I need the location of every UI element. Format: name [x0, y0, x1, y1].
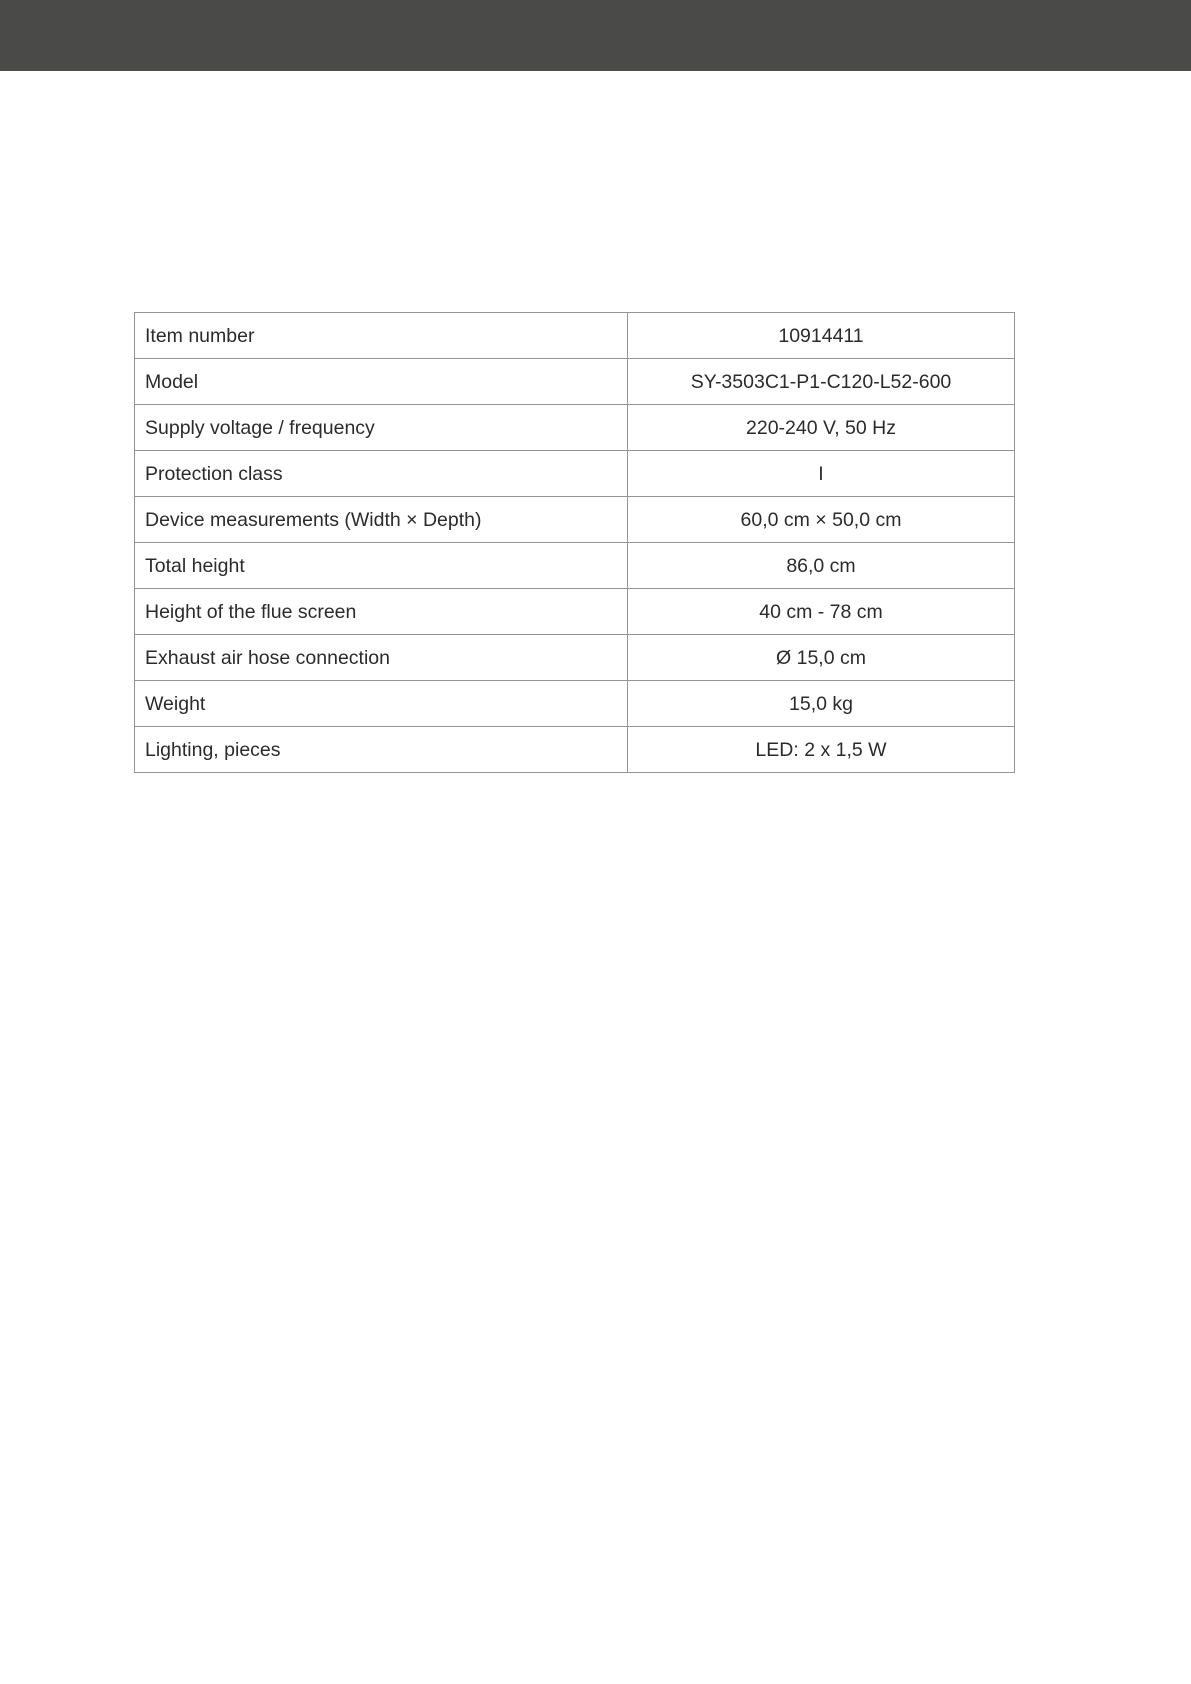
spec-value: 86,0 cm — [628, 543, 1015, 589]
table-row — [135, 543, 1015, 589]
table-row — [135, 681, 1015, 727]
spec-value: 220-240 V, 50 Hz — [628, 405, 1015, 451]
spec-value: I — [628, 451, 1015, 497]
table-row — [135, 727, 1015, 773]
table-row — [135, 359, 1015, 405]
table-row — [135, 497, 1015, 543]
spec-value: SY-3503C1-P1-C120-L52-600 — [628, 359, 1015, 405]
spec-label: Total height — [135, 543, 628, 589]
spec-label: Height of the flue screen — [135, 589, 628, 635]
spec-value: 60,0 cm × 50,0 cm — [628, 497, 1015, 543]
table-row — [135, 405, 1015, 451]
spec-label: Device measurements (Width × Depth) — [135, 497, 628, 543]
table-row — [135, 635, 1015, 681]
spec-label: Supply voltage / frequency — [135, 405, 628, 451]
table-row — [135, 313, 1015, 359]
table-row — [135, 589, 1015, 635]
spec-label: Lighting, pieces — [135, 727, 628, 773]
specifications-table — [134, 312, 1015, 773]
page-header-band — [0, 0, 1191, 71]
spec-label: Exhaust air hose connection — [135, 635, 628, 681]
spec-label: Model — [135, 359, 628, 405]
spec-value: 40 cm - 78 cm — [628, 589, 1015, 635]
spec-value: 10914411 — [628, 313, 1015, 359]
spec-label: Protection class — [135, 451, 628, 497]
spec-value: 15,0 kg — [628, 681, 1015, 727]
spec-value: LED: 2 x 1,5 W — [628, 727, 1015, 773]
table-row — [135, 451, 1015, 497]
specifications-table-container — [134, 312, 974, 773]
spec-label: Weight — [135, 681, 628, 727]
spec-value: Ø 15,0 cm — [628, 635, 1015, 681]
spec-label: Item number — [135, 313, 628, 359]
